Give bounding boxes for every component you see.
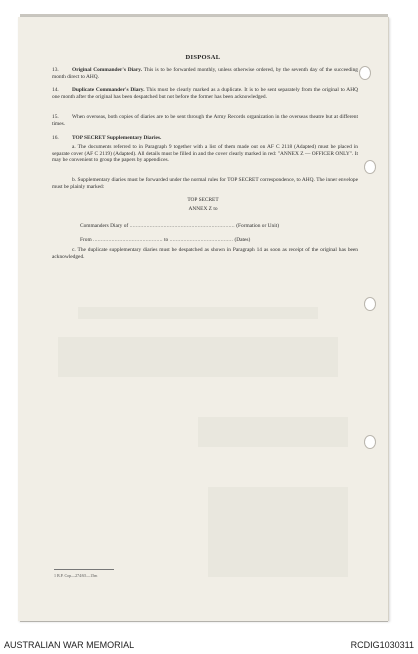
form-suffix: (Formation or Unit) — [236, 223, 280, 229]
archive-footer — [0, 636, 418, 654]
form-suffix: (Dates) — [234, 237, 251, 243]
paragraph-13 — [52, 67, 358, 80]
punch-hole — [364, 160, 376, 174]
punch-hole — [359, 66, 371, 80]
footer-institution: AUSTRALIAN WAR MEMORIAL — [4, 640, 135, 650]
bleed-through-block — [198, 417, 348, 447]
paragraph-heading: TOP SECRET Supplementary Diaries. — [72, 135, 162, 141]
form-mid: to — [164, 237, 169, 243]
bleed-through-block — [78, 307, 318, 319]
fill-in-dots: .................................................................... — [129, 223, 235, 229]
form-line-formation — [80, 223, 360, 229]
paragraph-number: 13. — [52, 67, 59, 73]
form-label: Commanders Diary of — [80, 223, 129, 229]
punch-hole — [364, 435, 376, 449]
section-title: DISPOSAL — [185, 54, 221, 61]
paragraph-heading: Original Commander's Diary. — [72, 67, 142, 73]
printer-imprint: 1 B.P. Cop—274/65—15m — [54, 573, 98, 578]
bleed-through-block — [208, 487, 348, 577]
paragraph-number: 16. — [52, 135, 59, 141]
paragraph-16 — [52, 135, 358, 142]
footnote-rule — [54, 569, 114, 570]
paragraph-text: This must be clearly marked as a duplicate. It is to be sent separately from the original to AHQ one month after the original has been despatched but not before the former has been acknowledged. — [52, 87, 358, 100]
marking-top-secret: TOP SECRET — [187, 197, 219, 203]
paragraph-heading: Duplicate Commander's Diary. — [72, 87, 145, 93]
paragraph-14 — [52, 87, 358, 100]
bleed-through-block — [58, 337, 338, 377]
subparagraph-a: a. The documents referred to in Paragraph 9 together with a list of them made out on AF C 2118 (Adapted) must be placed in separate cover (AF C 2119) (Adapted). All details must be filled in and the cover clearly marked in red: "ANNEX Z — OFFICER ONLY". It may be convenient to group the papers by appendices. — [52, 144, 358, 164]
subparagraph-b: b. Supplementary diaries must be forwarded under the normal rules for TOP SECRET correspondence, to AHQ. The inner envelope must be plainly marked: — [52, 177, 358, 190]
fill-in-dots: ............................................. — [93, 237, 163, 243]
form-label: From — [80, 237, 92, 243]
form-line-dates — [80, 237, 360, 243]
paragraph-number: 15. — [52, 114, 59, 120]
paragraph-15 — [52, 114, 358, 127]
subparagraph-c: c. The duplicate supplementary diaries must be despatched as shown in Paragraph 14 as soon as receipt of the original has been acknowledged. — [52, 247, 358, 260]
marking-annex-z: ANNEX Z to — [188, 206, 218, 212]
fill-in-dots: ......................................... — [169, 237, 234, 243]
footer-record-id: RCDIG1030311 — [350, 640, 414, 650]
paragraph-text: When overseas, both copies of diaries are to be sent through the Army Records organization in the overseas theatre but at different times. — [52, 114, 358, 127]
document-page — [18, 17, 389, 621]
paragraph-number: 14. — [52, 87, 59, 93]
punch-hole — [364, 297, 376, 311]
paragraph-text: This is to be forwarded monthly, unless otherwise ordered, by the seventh day of the succeeding month direct to AHQ. — [52, 67, 358, 80]
